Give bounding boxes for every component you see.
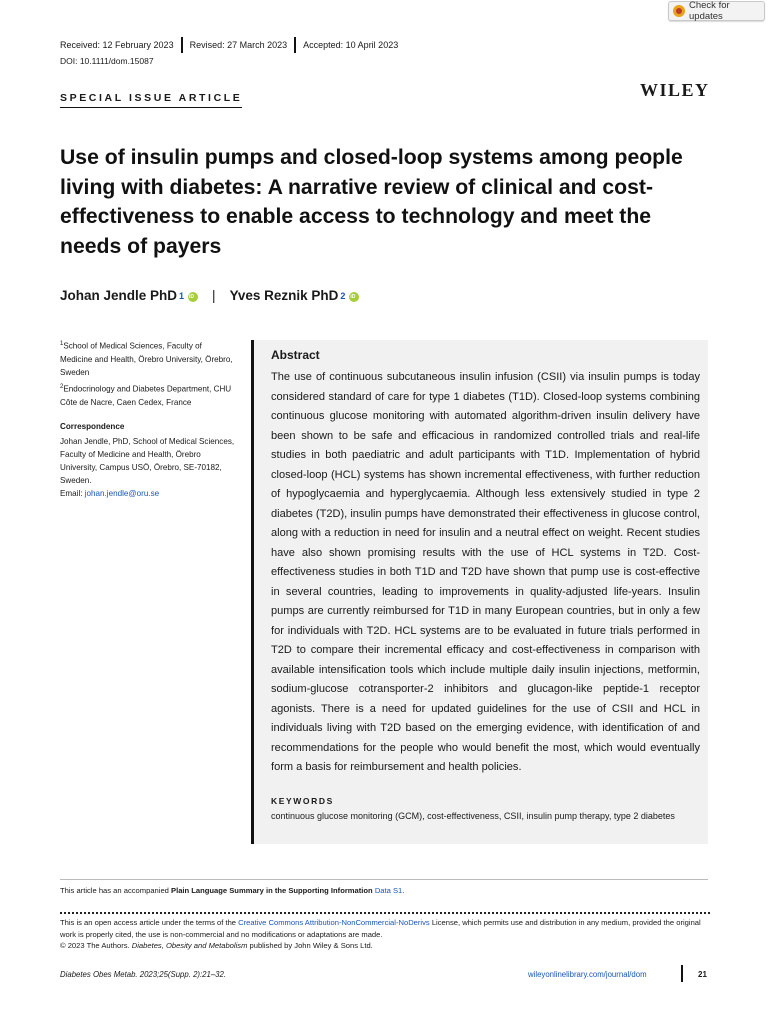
author-list (60, 288, 359, 303)
article-title: Use of insulin pumps and closed-loop systems among people living with diabetes: A narrative review of clinical and cost-effectiveness to enable access to technology and meet the needs of payers (60, 146, 683, 258)
affiliation-marker[interactable]: 1 (179, 290, 185, 301)
author-name[interactable]: Yves Reznik PhD (229, 288, 339, 303)
journal-name: Diabetes, Obesity and Metabolism (131, 941, 248, 950)
abstract-heading: Abstract (271, 348, 320, 362)
open-access-statement (60, 917, 710, 952)
article-dates (60, 38, 405, 51)
affiliation-text: Endocrinology and Diabetes Department, CHU Côte de Nacre, Caen Cedex, France (60, 384, 232, 407)
accepted-date: Accepted: 10 April 2023 (303, 39, 399, 50)
author-name[interactable]: Johan Jendle PhD (60, 288, 178, 303)
doi[interactable]: DOI: 10.1111/dom.15087 (60, 56, 154, 66)
revised-date: Revised: 27 March 2023 (189, 39, 288, 50)
publisher-logo: WILEY (640, 80, 710, 100)
correspondence-address: Johan Jendle, PhD, School of Medical Sciences, Faculty of Medicine and Health, Örebro University, Campus USÖ, Örebro, SE-70182, Sweden. (60, 437, 235, 485)
correspondence-text (60, 435, 240, 500)
copyright-text: © 2023 The Authors. (60, 941, 132, 950)
note-text: This article has an accompanied (60, 886, 172, 895)
divider (60, 879, 708, 880)
affiliation-text: School of Medical Sciences, Faculty of Medicine and Health, Örebro University, Örebro, Sweden (60, 341, 233, 377)
check-updates-icon (673, 5, 685, 17)
affiliation (60, 338, 235, 379)
note-suffix: . (402, 886, 405, 895)
note-bold: Plain Language Summary in the Supporting Information (171, 886, 373, 895)
data-s1-link[interactable]: Data S1 (374, 886, 403, 895)
email-label: Email: (60, 489, 85, 498)
check-for-updates-label: Check for updates (689, 0, 730, 22)
email-link[interactable]: johan.jendle@oru.se (84, 489, 160, 498)
plain-language-note (60, 886, 404, 895)
orcid-icon[interactable] (349, 292, 359, 302)
received-date: Received: 12 February 2023 (60, 39, 174, 50)
orcid-icon[interactable] (188, 292, 198, 302)
section-label: SPECIAL ISSUE ARTICLE (60, 92, 242, 108)
author-separator: | (212, 288, 216, 303)
check-for-updates-button[interactable] (668, 1, 765, 21)
affiliation-number: 2 (60, 384, 64, 390)
divider (681, 965, 683, 982)
oa-text: This is an open access article under the terms of the (60, 918, 239, 927)
affiliation-number: 1 (60, 341, 64, 347)
copyright-text: published by John Wiley & Sons Ltd. (247, 941, 373, 950)
oa-text: License, which permits use and distribution in any medium, provided the original work is properly cited, the use is non-commercial and no modifications or adaptations are made. (60, 918, 701, 939)
keywords-heading: KEYWORDS (271, 796, 334, 806)
affiliation-marker[interactable]: 2 (340, 290, 346, 301)
page-number: 21 (698, 970, 707, 979)
correspondence-heading: Correspondence (60, 422, 125, 431)
journal-url-link[interactable]: wileyonlinelibrary.com/journal/dom (528, 970, 647, 979)
affiliation (60, 381, 235, 409)
abstract-text: The use of continuous subcutaneous insulin infusion (CSII) via insulin pumps is today considered standard of care for type 1 diabetes (T1D). Closed-loop systems combining continuous glucose monitoring with automated algorithm-driven insulin delivery have been shown to be safe and efficacious in randomized controlled trials and real-life studies in both paediatric and adult participants with T1D. Implementation of hybrid closed-loop (HCL) systems has shown incremental effectiveness, with further reduction of hypoglycaemia and hyperglycaemia. Although less extensively studied in type 2 diabetes (T2D), insulin pumps have demonstrated their effectiveness in glucose control, along with a reduction in need for insulin and a neutral effect on weight. Recent studies have also shown promising results with the use of HCL systems in T2D. Cost-effectiveness studies in both T1D and T2D have shown that pump use is cost-effective in several countries, leading to improvements in quality-adjusted life-years. Insulin pumps are currently reimbursed for T1D in many European countries, but in only a few for individuals with T2D. HCL systems are to be evaluated in future trials performed in T2D to compare their incremental efficacy and cost-effectiveness in comparison with available intensification tools which include multiple daily insulin injections, metformin, sodium-glucose cotransporter-2 inhibitors and glucagon-like peptide-1 receptor agonists. There is a need for updated guidelines for the use of CSII and HCL in individuals living with T2D based on the emerging evidence, with identification of and recommendations for the people who would benefit the most, which would eventually form a basis for reimbursement and health policies. (271, 371, 700, 773)
license-link[interactable]: Creative Commons Attribution-NonCommercial-NoDerivs (238, 918, 430, 927)
divider (60, 912, 710, 914)
footer-citation: Diabetes Obes Metab. 2023;25(Supp. 2):21–32. (60, 970, 227, 979)
keywords-text: continuous glucose monitoring (GCM), cost-effectiveness, CSII, insulin pump therapy, type 2 diabetes (271, 811, 675, 821)
